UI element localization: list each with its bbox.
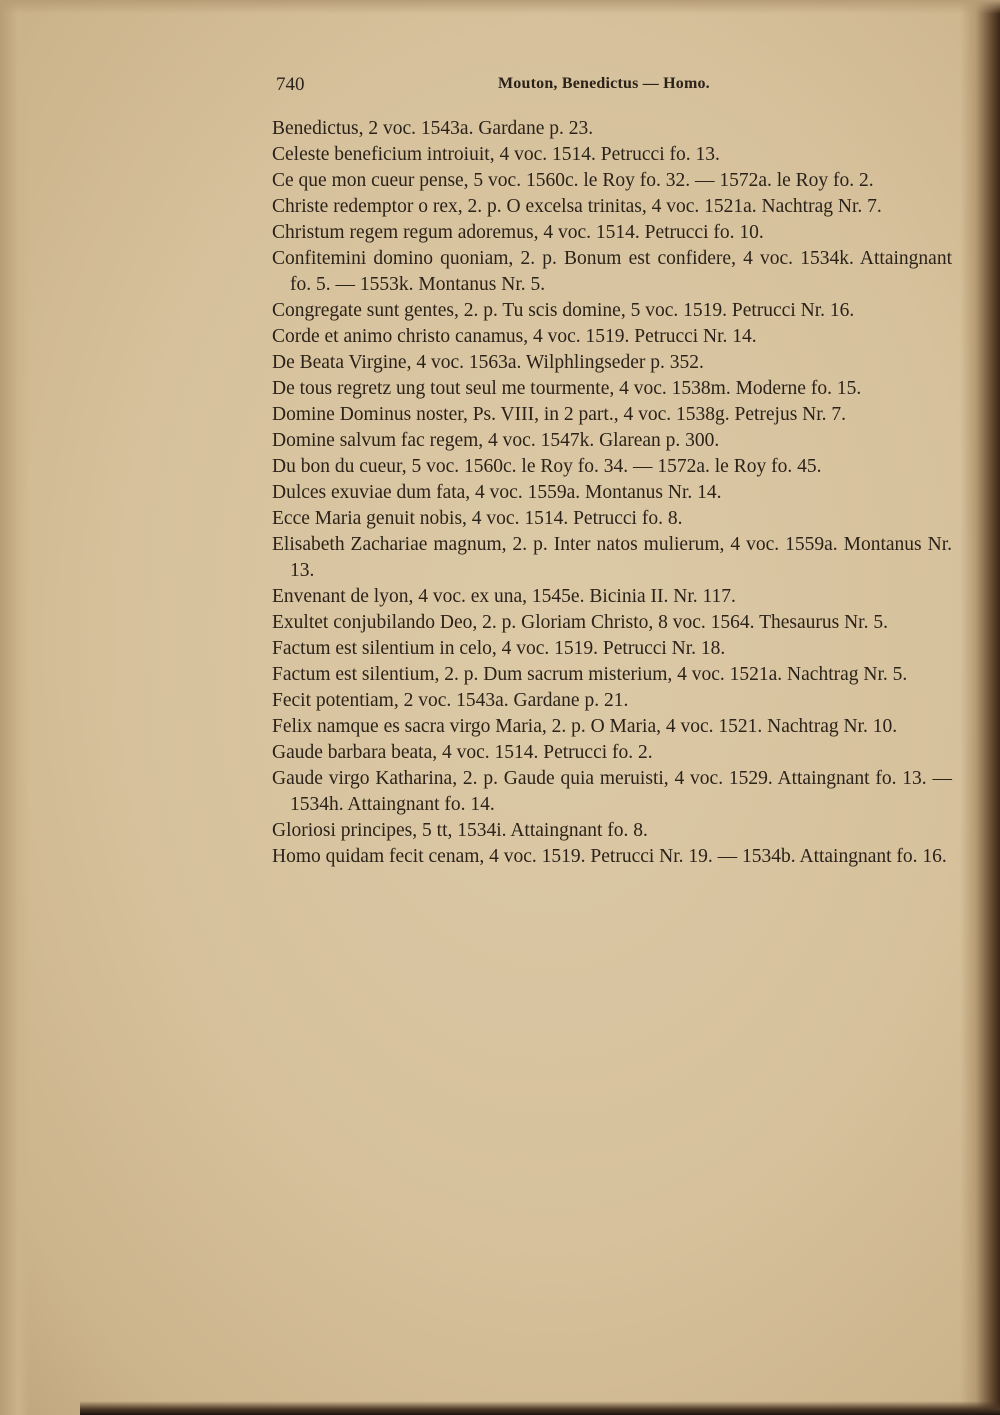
running-head	[270, 74, 950, 102]
catalog-entry: Fecit potentiam, 2 voc. 1543a. Gardane p. 21.	[272, 690, 629, 711]
catalog-entry: Homo quidam fecit cenam, 4 voc. 1519. Petrucci Nr. 19. — 1534b. Attaingnant fo. 16.	[272, 846, 947, 867]
catalog-entry: Christe redemptor o rex, 2. p. O excelsa trinitas, 4 voc. 1521a. Nachtrag Nr. 7.	[272, 196, 882, 217]
catalog-entry: Factum est silentium in celo, 4 voc. 1519. Petrucci Nr. 18.	[272, 638, 726, 659]
catalog-entry: Du bon du cueur, 5 voc. 1560c. le Roy fo. 34. — 1572a. le Roy fo. 45.	[272, 456, 822, 477]
catalog-entry: Envenant de lyon, 4 voc. ex una, 1545e. Bicinia II. Nr. 117.	[272, 586, 736, 607]
catalog-entry: Domine salvum fac regem, 4 voc. 1547k. Glarean p. 300.	[272, 430, 720, 451]
catalog-entry: Elisabeth Zachariae magnum, 2. p. Inter natos mulierum, 4 voc. 1559a. Montanus Nr. 13.	[272, 534, 952, 581]
catalog-entry: Celeste beneficium introiuit, 4 voc. 1514. Petrucci fo. 13.	[272, 144, 720, 165]
page-edge-top	[0, 0, 1000, 14]
catalog-entry: Benedictus, 2 voc. 1543a. Gardane p. 23.	[272, 118, 594, 139]
catalog-entry: De tous regretz ung tout seul me tourmente, 4 voc. 1538m. Moderne fo. 15.	[272, 378, 862, 399]
catalog-entry: Gaude virgo Katharina, 2. p. Gaude quia meruisti, 4 voc. 1529. Attaingnant fo. 13. — 1534h. Attaingnant fo. 14.	[272, 768, 952, 815]
catalog-entry: De Beata Virgine, 4 voc. 1563a. Wilphlingseder p. 352.	[272, 352, 704, 373]
page-number: 740	[276, 74, 305, 95]
catalog-entry: Exultet conjubilando Deo, 2. p. Gloriam Christo, 8 voc. 1564. Thesaurus Nr. 5.	[272, 612, 888, 633]
catalog-entry: Gaude barbara beata, 4 voc. 1514. Petrucci fo. 2.	[272, 742, 653, 763]
catalog-entry: Ecce Maria genuit nobis, 4 voc. 1514. Petrucci fo. 8.	[272, 508, 683, 529]
page-edge-right	[960, 0, 1000, 1415]
catalog-entry: Felix namque es sacra virgo Maria, 2. p. O Maria, 4 voc. 1521. Nachtrag Nr. 10.	[272, 716, 898, 737]
catalog-entry: Gloriosi principes, 5 tt, 1534i. Attaingnant fo. 8.	[272, 820, 648, 841]
running-title: Mouton, Benedictus — Homo.	[498, 75, 710, 92]
catalog-entry: Congregate sunt gentes, 2. p. Tu scis domine, 5 voc. 1519. Petrucci Nr. 16.	[272, 300, 855, 321]
catalog-entry: Confitemini domino quoniam, 2. p. Bonum est confidere, 4 voc. 1534k. Attaingnant fo. 5. — 1553k. Montanus Nr. 5.	[272, 248, 952, 295]
catalog-entry: Ce que mon cueur pense, 5 voc. 1560c. le Roy fo. 32. — 1572a. le Roy fo. 2.	[272, 170, 874, 191]
catalog-entry: Factum est silentium, 2. p. Dum sacrum misterium, 4 voc. 1521a. Nachtrag Nr. 5.	[272, 664, 908, 685]
catalog-entry: Christum regem regum adoremus, 4 voc. 1514. Petrucci fo. 10.	[272, 222, 764, 243]
page-edge-bottom	[80, 1401, 1000, 1415]
catalog-entry: Domine Dominus noster, Ps. VIII, in 2 part., 4 voc. 1538g. Petrejus Nr. 7.	[272, 404, 847, 425]
catalog-entry: Dulces exuviae dum fata, 4 voc. 1559a. Montanus Nr. 14.	[272, 482, 722, 503]
page-edge-left	[0, 0, 30, 1415]
catalog-entries	[272, 116, 952, 870]
catalog-entry: Corde et animo christo canamus, 4 voc. 1519. Petrucci Nr. 14.	[272, 326, 757, 347]
